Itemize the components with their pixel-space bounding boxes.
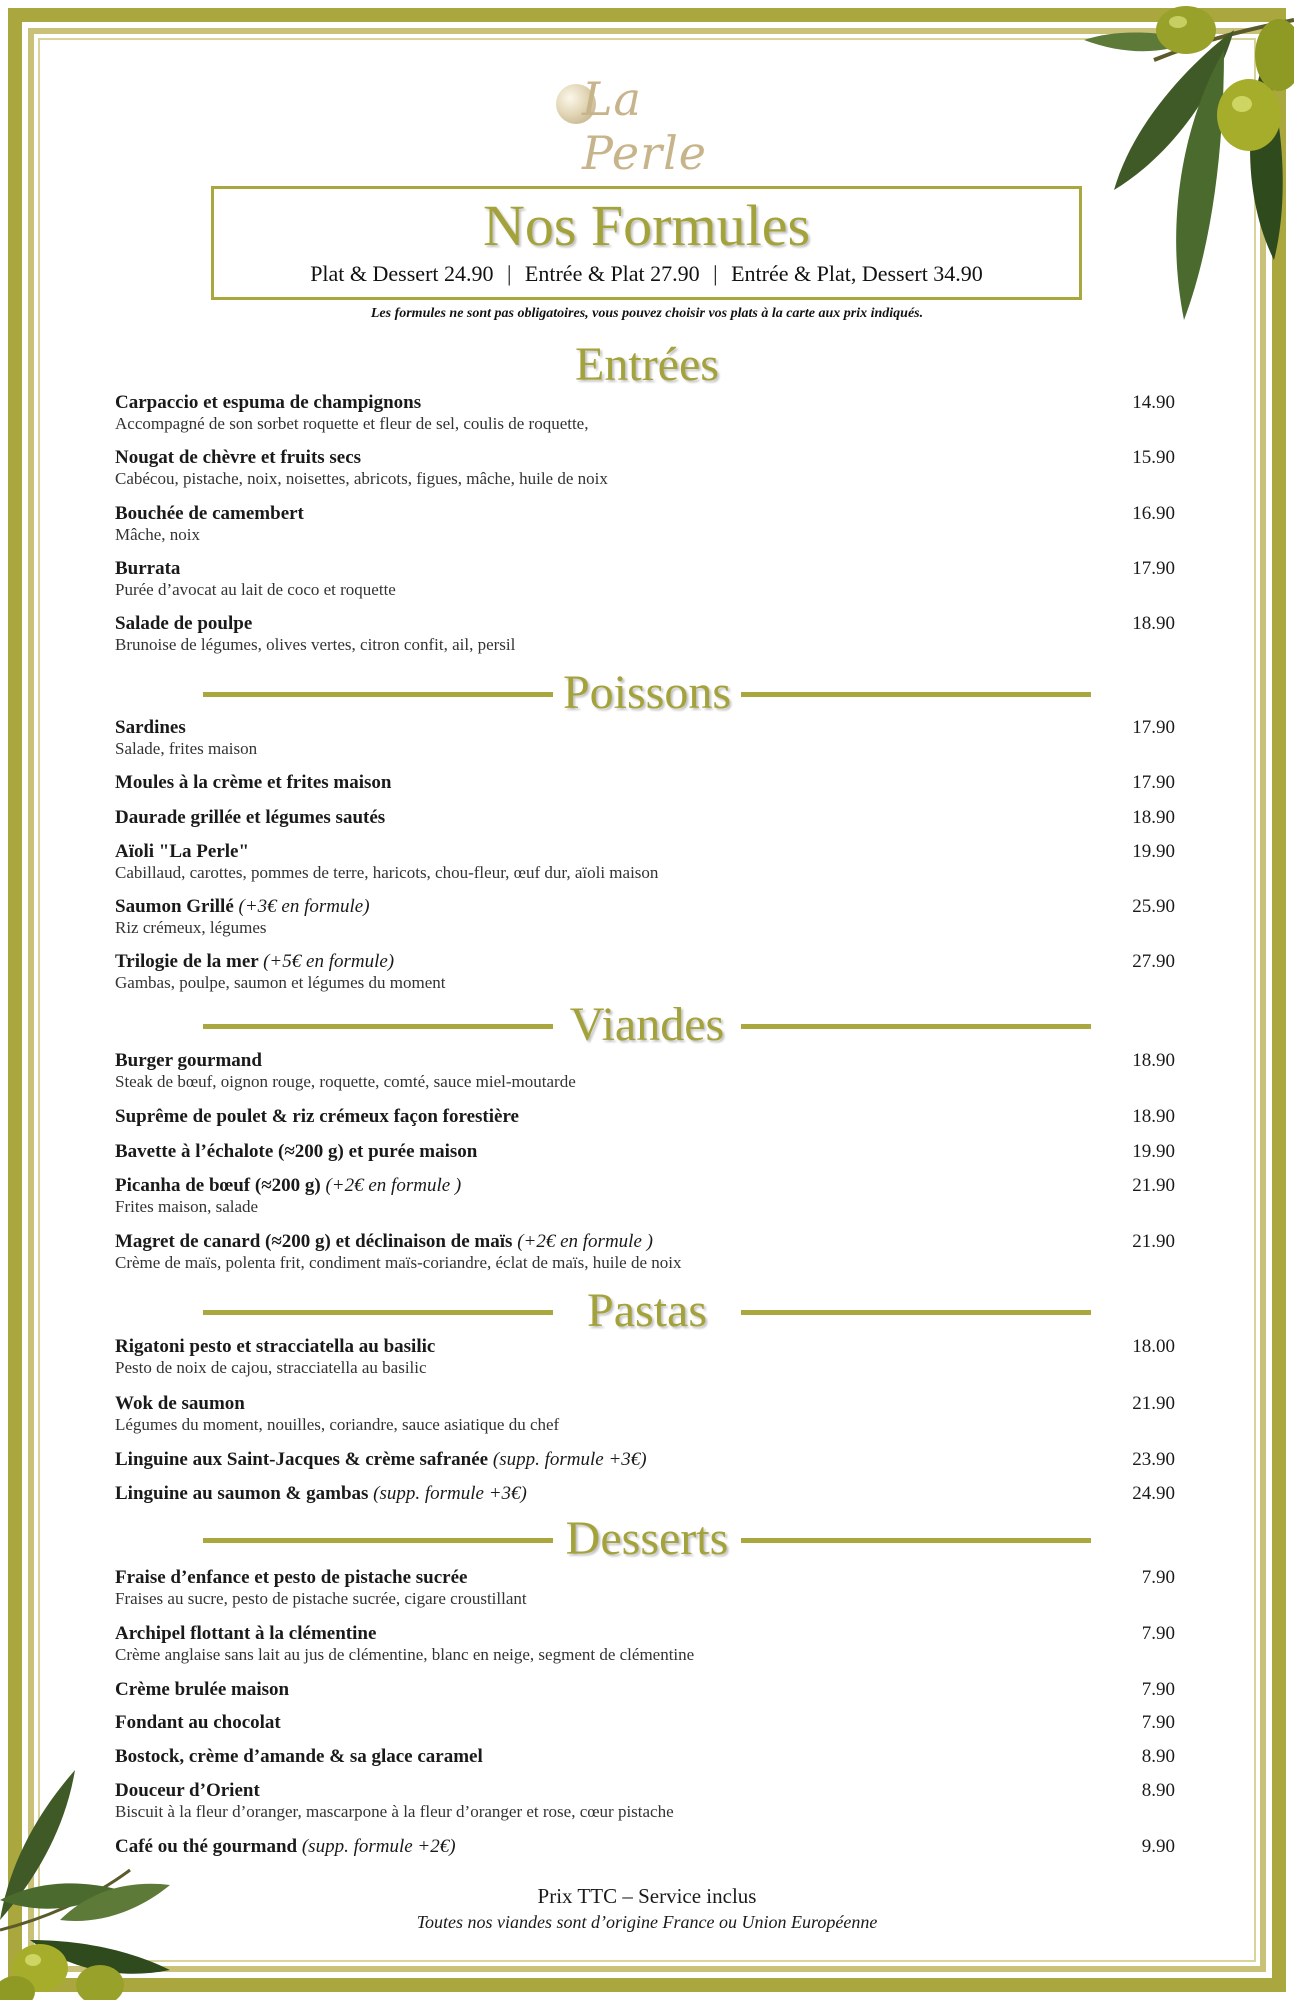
item-name-text: Fondant au chocolat (115, 1712, 281, 1733)
item-name (115, 1836, 1175, 1858)
item-price: 23.90 (1132, 1449, 1175, 1470)
item-price: 19.90 (1132, 841, 1175, 862)
item-name-text: Rigatoni pesto et stracciatella au basilic (115, 1336, 436, 1357)
item-supplement: (+5€ en formule) (263, 951, 395, 972)
item-name-text: Burger gourmand (115, 1050, 262, 1071)
menu-item (115, 1567, 1175, 1609)
item-description: Gambas, poulpe, saumon et légumes du moment (115, 973, 446, 992)
item-name (115, 1336, 1175, 1358)
item-description: Biscuit à la fleur d’oranger, mascarpone à la fleur d’oranger et rose, cœur pistache (115, 1802, 674, 1821)
item-name (115, 558, 1175, 580)
item-description: Crème de maïs, polenta frit, condiment maïs-coriandre, éclat de maïs, huile de noix (115, 1253, 682, 1272)
item-name-text: Bostock, crème d’amande & sa glace caramel (115, 1746, 483, 1767)
item-price: 17.90 (1132, 772, 1175, 793)
item-price: 21.90 (1132, 1393, 1175, 1414)
item-description: Cabillaud, carottes, pommes de terre, haricots, chou-fleur, œuf dur, aïoli maison (115, 863, 659, 882)
item-name-text: Douceur d’Orient (115, 1780, 260, 1801)
item-name (115, 1780, 1175, 1802)
item-name-text: Saumon Grillé (115, 896, 234, 917)
item-name (115, 503, 1175, 525)
menu-item (115, 841, 1175, 883)
menu-item (115, 717, 1175, 759)
item-name-text: Trilogie de la mer (115, 951, 259, 972)
item-name-text: Aïoli "La Perle" (115, 841, 250, 862)
item-name-text: Nougat de chèvre et fruits secs (115, 447, 362, 468)
item-name-text: Picanha de bœuf (≈200 g) (115, 1175, 321, 1196)
menu-item (115, 613, 1175, 655)
menu-item (115, 1483, 1175, 1505)
item-price: 21.90 (1132, 1175, 1175, 1196)
item-name-text: Suprême de poulet & riz crémeux façon forestière (115, 1106, 519, 1127)
section-title-entrees: Entrées (575, 338, 719, 391)
item-price: 9.90 (1141, 1836, 1175, 1857)
item-name (115, 717, 1175, 739)
item-name-text: Crème brulée maison (115, 1679, 290, 1700)
menu-item (115, 1336, 1175, 1378)
item-name-text: Café ou thé gourmand (115, 1836, 298, 1857)
formule-option-3: Entrée & Plat, Dessert 34.90 (731, 261, 983, 286)
menu-item (115, 1712, 1175, 1734)
item-name (115, 1712, 1175, 1734)
item-description: Frites maison, salade (115, 1197, 259, 1216)
menu-item (115, 772, 1175, 794)
item-name (115, 447, 1175, 469)
item-name (115, 1050, 1175, 1072)
item-name (115, 951, 1175, 973)
item-name-text: Sardines (115, 717, 186, 738)
olive-branch-top-right-icon (1074, 0, 1294, 330)
item-name (115, 1231, 1175, 1253)
menu-item (115, 1050, 1175, 1092)
item-price: 19.90 (1132, 1141, 1175, 1162)
item-price: 21.90 (1132, 1231, 1175, 1252)
brand-logo (552, 72, 752, 180)
item-supplement: (+2€ en formule ) (517, 1231, 653, 1252)
item-description: Brunoise de légumes, olives vertes, citron confit, ail, persil (115, 635, 516, 654)
menu-item (115, 1393, 1175, 1435)
item-description: Fraises au sucre, pesto de pistache sucrée, cigare croustillant (115, 1589, 527, 1608)
item-supplement: (+3€ en formule) (238, 896, 370, 917)
footer-origin-note: Toutes nos viandes sont d’origine France ou Union Européenne (416, 1912, 878, 1932)
item-name-text: Fraise d’enfance et pesto de pistache sucrée (115, 1567, 468, 1588)
item-name-text: Daurade grillée et légumes sautés (115, 807, 386, 828)
item-description: Mâche, noix (115, 525, 200, 544)
menu-item (115, 503, 1175, 545)
item-price: 17.90 (1132, 717, 1175, 738)
item-price: 8.90 (1141, 1746, 1175, 1767)
item-price: 27.90 (1132, 951, 1175, 972)
item-supplement: (+2€ en formule ) (325, 1175, 462, 1196)
menu-item (115, 1175, 1175, 1217)
item-supplement: (supp. formule +3€) (492, 1449, 647, 1470)
item-price: 24.90 (1132, 1483, 1175, 1504)
item-price: 18.90 (1132, 807, 1175, 828)
formules-prices (214, 261, 1079, 287)
section-title-poissons: Poissons (562, 666, 732, 719)
item-description: Légumes du moment, nouilles, coriandre, sauce asiatique du chef (115, 1415, 560, 1434)
item-name (115, 1746, 1175, 1768)
menu-item (115, 1679, 1175, 1701)
menu-item (115, 896, 1175, 938)
item-description: Salade, frites maison (115, 739, 258, 758)
item-description: Riz crémeux, légumes (115, 918, 267, 937)
menu-item (115, 1449, 1175, 1471)
item-description: Accompagné de son sorbet roquette et fleur de sel, coulis de roquette, (115, 414, 589, 433)
formule-option-1: Plat & Dessert 24.90 (310, 261, 494, 286)
item-name (115, 1679, 1175, 1701)
item-name-text: Magret de canard (≈200 g) et déclinaison de maïs (115, 1231, 513, 1252)
item-price: 16.90 (1132, 503, 1175, 524)
item-name (115, 896, 1175, 918)
item-price: 18.00 (1132, 1336, 1175, 1357)
item-name-text: Archipel flottant à la clémentine (115, 1623, 377, 1644)
formules-box (211, 186, 1082, 300)
item-description: Crème anglaise sans lait au jus de clémentine, blanc en neige, segment de clémentine (115, 1645, 695, 1664)
menu-item (115, 1623, 1175, 1665)
item-name-text: Burrata (115, 558, 181, 579)
item-price: 8.90 (1141, 1780, 1175, 1801)
item-name-text: Bavette à l’échalote (≈200 g) et purée maison (115, 1141, 478, 1162)
formule-option-2: Entrée & Plat 27.90 (524, 261, 700, 286)
formules-note: Les formules ne sont pas obligatoires, vous pouvez choisir vos plats à la carte aux prix indiqués. (370, 306, 924, 321)
item-description: Steak de bœuf, oignon rouge, roquette, comté, sauce miel-moutarde (115, 1072, 576, 1091)
item-name (115, 1449, 1175, 1471)
item-price: 18.90 (1132, 1050, 1175, 1071)
section-title-desserts: Desserts (565, 1512, 729, 1565)
item-price: 18.90 (1132, 1106, 1175, 1127)
item-name (115, 841, 1175, 863)
menu-item (115, 392, 1175, 434)
footer-price-note: Prix TTC – Service inclus (537, 1884, 757, 1908)
olive-branch-bottom-left-icon (0, 1730, 180, 2000)
menu-item (115, 1780, 1175, 1822)
item-name-text: Salade de poulpe (115, 613, 253, 634)
item-name (115, 1175, 1175, 1197)
menu-item (115, 807, 1175, 829)
menu-item (115, 951, 1175, 993)
formule-separator: | (507, 261, 512, 286)
item-name-text: Moules à la crème et frites maison (115, 772, 392, 793)
item-name (115, 1106, 1175, 1128)
item-price: 18.90 (1132, 613, 1175, 634)
item-name (115, 772, 1175, 794)
formule-separator: | (713, 261, 718, 286)
item-name (115, 1483, 1175, 1505)
item-price: 15.90 (1132, 447, 1175, 468)
item-price: 7.90 (1141, 1679, 1175, 1700)
item-price: 14.90 (1132, 392, 1175, 413)
item-supplement: (supp. formule +2€) (301, 1836, 456, 1857)
item-name (115, 1141, 1175, 1163)
item-name-text: Wok de saumon (115, 1393, 245, 1414)
brand-name: La Perle (582, 72, 708, 180)
item-price: 25.90 (1132, 896, 1175, 917)
item-name-text: Carpaccio et espuma de champignons (115, 392, 422, 413)
section-title-viandes: Viandes (569, 998, 725, 1051)
menu-item (115, 1836, 1175, 1858)
item-name (115, 613, 1175, 635)
item-name (115, 392, 1175, 414)
menu-item (115, 1746, 1175, 1768)
item-name (115, 1393, 1175, 1415)
menu-item (115, 1231, 1175, 1273)
menu-item (115, 558, 1175, 600)
menu-item (115, 1141, 1175, 1163)
item-price: 7.90 (1141, 1712, 1175, 1733)
menu-item (115, 447, 1175, 489)
item-name-text: Linguine au saumon & gambas (115, 1483, 369, 1504)
item-name-text: Linguine aux Saint-Jacques & crème safranée (115, 1449, 489, 1470)
item-supplement: (supp. formule +3€) (373, 1483, 527, 1504)
item-description: Cabécou, pistache, noix, noisettes, abricots, figues, mâche, huile de noix (115, 469, 608, 488)
item-price: 7.90 (1141, 1567, 1175, 1588)
section-title-pastas: Pastas (587, 1284, 707, 1337)
item-price: 7.90 (1141, 1623, 1175, 1644)
menu-item (115, 1106, 1175, 1128)
item-price: 17.90 (1132, 558, 1175, 579)
item-name (115, 807, 1175, 829)
item-name (115, 1623, 1175, 1645)
item-name (115, 1567, 1175, 1589)
item-description: Pesto de noix de cajou, stracciatella au basilic (115, 1358, 427, 1377)
item-name-text: Bouchée de camembert (115, 503, 304, 524)
item-description: Purée d’avocat au lait de coco et roquette (115, 580, 396, 599)
formules-title: Nos Formules (482, 193, 811, 258)
